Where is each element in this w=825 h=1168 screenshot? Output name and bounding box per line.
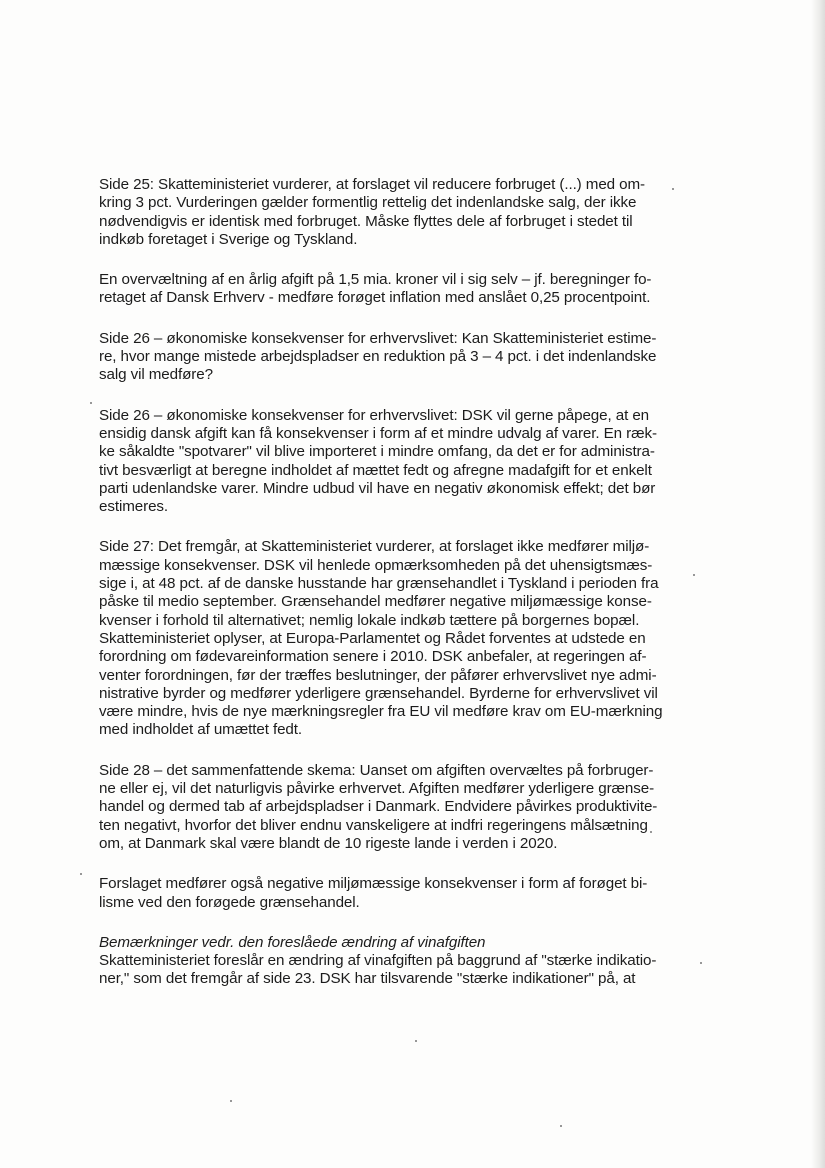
text-line: Skatteministeriet foreslår en ændring af vinafgiften på baggrund af "stærke indikatio- — [99, 952, 657, 970]
scan-speck — [230, 1100, 232, 1102]
text-line: om, at Danmark skal være blandt de 10 rigeste lande i verden i 2020. — [99, 834, 558, 852]
scan-speck — [80, 873, 82, 875]
text-line: mæssige konsekvenser. DSK vil henlede opmærksomheden på det uhensigtsmæs- — [99, 556, 653, 574]
paragraph-side-26-question — [99, 330, 689, 385]
paragraph-side-25 — [99, 176, 689, 249]
text-line: lisme ved den forøgede grænsehandel. — [99, 893, 360, 911]
text-line: ner," som det fremgår af side 23. DSK har tilsvarende "stærke indikationer" på, at — [99, 970, 636, 988]
document-body — [99, 176, 689, 1011]
text-line: være mindre, hvis de nye mærkningsregler fra EU vil medføre krav om EU-mærkning — [99, 703, 663, 721]
text-line: estimeres. — [99, 498, 169, 516]
text-line: retaget af Dansk Erhverv - medføre forøget inflation med anslået 0,25 procentpoint. — [99, 289, 651, 307]
text-line: ensidig dansk afgift kan få konsekvenser i form af et mindre udvalg af varer. En ræk- — [99, 424, 657, 442]
scan-speck — [560, 1125, 562, 1127]
text-line: nistrative byrder og medfører yderligere grænsehandel. Byrderne for erhvervslivet vil — [99, 684, 658, 702]
text-line: Skatteministeriet oplyser, at Europa-Parlamentet og Rådet forventes at udstede en — [99, 629, 646, 647]
paragraph-side-28 — [99, 762, 689, 853]
scan-speck — [700, 962, 702, 964]
text-line: forordning om fødevareinformation senere i 2010. DSK anbefaler, at regeringen af- — [99, 648, 647, 666]
scan-speck — [90, 402, 92, 404]
text-line: ten negativt, hvorfor det bliver endnu vanskeligere at indfri regeringens målsætning — [99, 816, 648, 834]
section-vinafgift — [99, 934, 689, 989]
paragraph-side-27 — [99, 538, 689, 739]
text-line: parti udenlandske varer. Mindre udbud vil have en negativ økonomisk effekt; det bør — [99, 479, 656, 497]
text-line: Side 28 – det sammenfattende skema: Uanset om afgiften overvæltes på forbruger- — [99, 761, 654, 779]
paragraph-inflation — [99, 271, 689, 308]
text-line: indkøb foretaget i Sverige og Tyskland. — [99, 230, 358, 248]
text-line: tivt besværligt at beregne indholdet af mættet fedt og afregne madafgift for et enkelt — [99, 461, 652, 479]
text-line: salg vil medføre? — [99, 366, 213, 384]
text-line: kring 3 pct. Vurderingen gælder formentlig rettelig det indenlandske salg, der ikke — [99, 194, 637, 212]
text-line: sige i, at 48 pct. af de danske husstande har grænsehandlet i Tyskland i perioden fra — [99, 575, 659, 593]
text-line: kvenser i forhold til alternativet; nemlig lokale indkøb tættere på borgernes bopæl. — [99, 611, 640, 629]
scan-speck — [415, 1040, 417, 1042]
text-line: Forslaget medfører også negative miljømæssige konsekvenser i form af forøget bi- — [99, 875, 648, 893]
text-line: re, hvor mange mistede arbejdspladser en reduktion på 3 – 4 pct. i det indenlandske — [99, 348, 657, 366]
text-line: venter forordningen, før der træffes beslutninger, der påfører erhvervslivet nye admi- — [99, 666, 657, 684]
text-line: påske til medio september. Grænsehandel medfører negative miljømæssige konse- — [99, 593, 652, 611]
scan-speck — [693, 574, 695, 576]
paragraph-side-26-spotvarer — [99, 407, 689, 517]
text-line: En overvæltning af en årlig afgift på 1,5 mia. kroner vil i sig selv – jf. beregninger fo- — [99, 271, 652, 289]
paragraph-environment — [99, 875, 689, 912]
scan-edge-shadow — [811, 0, 825, 1168]
text-line: Side 27: Det fremgår, at Skatteministeriet vurderer, at forslaget ikke medfører miljø- — [99, 538, 650, 556]
text-line: ke såkaldte "spotvarer" vil blive importeret i mindre omfang, da det er for administra- — [99, 443, 655, 461]
text-line: med indholdet af umættet fedt. — [99, 721, 302, 739]
text-line: Side 26 – økonomiske konsekvenser for erhvervslivet: Kan Skatteministeriet estime- — [99, 329, 657, 347]
text-line: Side 26 – økonomiske konsekvenser for erhvervslivet: DSK vil gerne påpege, at en — [99, 406, 650, 424]
text-line: nødvendigvis er identisk med forbruget. Måske flyttes dele af forbruget i stedet til — [99, 212, 633, 230]
text-line: handel og dermed tab af arbejdspladser i Danmark. Endvidere påvirkes produktivite- — [99, 798, 658, 816]
text-line: ne eller ej, vil det naturligvis påvirke erhvervet. Afgiften medfører yderligere grænse- — [99, 780, 655, 798]
section-heading: Bemærkninger vedr. den foreslåede ændring af vinafgiften — [99, 933, 486, 951]
text-line: Side 25: Skatteministeriet vurderer, at forslaget vil reducere forbruget (...) med om- — [99, 176, 645, 193]
